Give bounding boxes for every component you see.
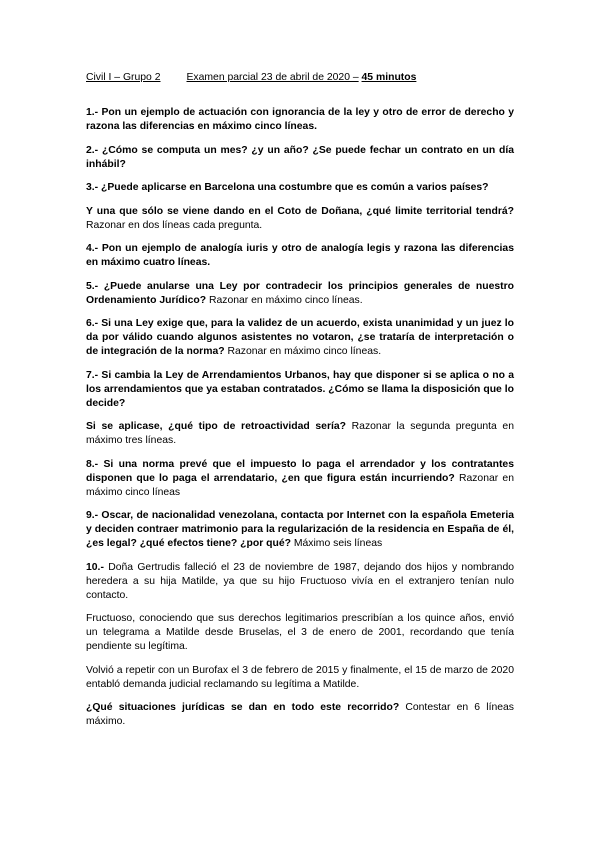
- question-text: ¿Puede aplicarse en Barcelona una costumbre que es común a varios países?: [101, 182, 489, 193]
- question-list: [86, 106, 514, 729]
- question-text: Si una Ley exige que, para la validez de un acuerdo, exista unanimidad y un juez lo da por válido cuando algunos asistentes no votaron, ¿se trataría de interpretación o de integración de la norma?: [86, 318, 515, 357]
- question-number: 3.-: [86, 182, 99, 193]
- question-number: 2.-: [86, 144, 99, 156]
- question-instruction: Razonar en máximo cinco líneas.: [208, 294, 363, 306]
- question-3: [86, 181, 514, 195]
- question-text: Oscar, de nacionalidad venezolana, contacta por Internet con la española Emeteria y deciden contraer matrimonio para la regularización de la residencia en España de él, ¿es legal? ¿qué efectos tiene? ¿por qué?: [86, 510, 514, 549]
- question-number: 4.-: [86, 243, 99, 254]
- question-6: [86, 317, 514, 359]
- question-8: [86, 458, 514, 500]
- question-text: Si se aplicase, ¿qué tipo de retroactividad sería?: [86, 421, 347, 432]
- question-instruction: Máximo seis líneas: [293, 538, 383, 549]
- course-label: Civil I – Grupo 2: [86, 72, 161, 83]
- question-instruction: Razonar en máximo cinco líneas.: [227, 346, 382, 357]
- question-10-paragraph-2: [86, 612, 514, 654]
- exam-duration: 45 minutos: [361, 72, 417, 83]
- question-number: 7.-: [86, 369, 99, 381]
- question-text: Si cambia la Ley de Arrendamientos Urbanos, hay que disponer si se aplica o no a los arrendamientos que ya estaban contratados. ¿Cómo se llama la disposición que lo decide?: [86, 369, 514, 409]
- question-text: Y una que sólo se viene dando en el Coto de Doñana, ¿qué limite territorial tendrá?: [86, 205, 514, 217]
- question-3-followup: [86, 205, 514, 233]
- case-text: Doña Gertrudis falleció el 23 de noviembre de 1987, dejando dos hijos y nombrando heredera a su hija Matilde, ya que su hijo Fructuoso vivía en el extranjero tenían nulo contacto.: [86, 561, 514, 601]
- question-text: ¿Qué situaciones jurídicas se dan en todo este recorrido?: [86, 702, 400, 713]
- question-instruction: Razonar en dos líneas cada pregunta.: [86, 219, 263, 231]
- case-text: Volvió a repetir con un Burofax el 3 de febrero de 2015 y finalmente, el 15 de marzo de 2020 entabló demanda judicial reclamando su legítima a Matilde.: [86, 664, 514, 690]
- question-number: 6.-: [86, 318, 99, 329]
- question-number: 1.-: [86, 107, 99, 118]
- question-7-followup: [86, 420, 514, 448]
- question-number: 5.-: [86, 280, 99, 292]
- question-5: [86, 280, 514, 308]
- question-7: [86, 369, 514, 411]
- question-text: ¿Cómo se computa un mes? ¿y un año? ¿Se puede fechar un contrato en un día inhábil?: [86, 144, 514, 170]
- question-text: ¿Puede anularse una Ley por contradecir los principios generales de nuestro Ordenamiento Jurídico?: [86, 280, 514, 306]
- case-text: Fructuoso, conociendo que sus derechos legitimarios prescribían a los quince años, envió un telegrama a Matilde desde Bruselas, el 3 de enero de 2001, recordando que tenía pendiente su legítima.: [86, 613, 514, 652]
- question-10-prompt: [86, 701, 514, 729]
- question-1: [86, 106, 514, 134]
- question-text: Pon un ejemplo de actuación con ignorancia de la ley y otro de error de derecho y razona las diferencias en máximo cinco líneas.: [86, 107, 514, 132]
- question-10-paragraph-3: [86, 664, 514, 692]
- question-2: [86, 144, 514, 172]
- question-text: Pon un ejemplo de analogía iuris y otro de analogía legis y razona las diferencias en máximo cuatro líneas.: [86, 243, 514, 268]
- question-10: [86, 561, 514, 603]
- exam-date: Examen parcial 23 de abril de 2020 –: [186, 72, 359, 83]
- question-text: Si una norma prevé que el impuesto lo paga el arrendador y los contratantes disponen que lo paga el arrendatario, ¿en que figura están incurriendo?: [86, 458, 514, 484]
- question-9: [86, 509, 514, 551]
- question-instruction: Razonar en máximo cinco líneas: [86, 472, 514, 498]
- question-4: [86, 242, 514, 270]
- question-instruction: Contestar en 6 líneas máximo.: [86, 702, 514, 727]
- question-number: 9.-: [86, 510, 99, 521]
- question-number: 8.-: [86, 458, 99, 470]
- question-number: 10.-: [86, 561, 104, 573]
- question-instruction: Razonar la segunda pregunta en máximo tres líneas.: [86, 421, 514, 446]
- exam-header: [86, 72, 416, 83]
